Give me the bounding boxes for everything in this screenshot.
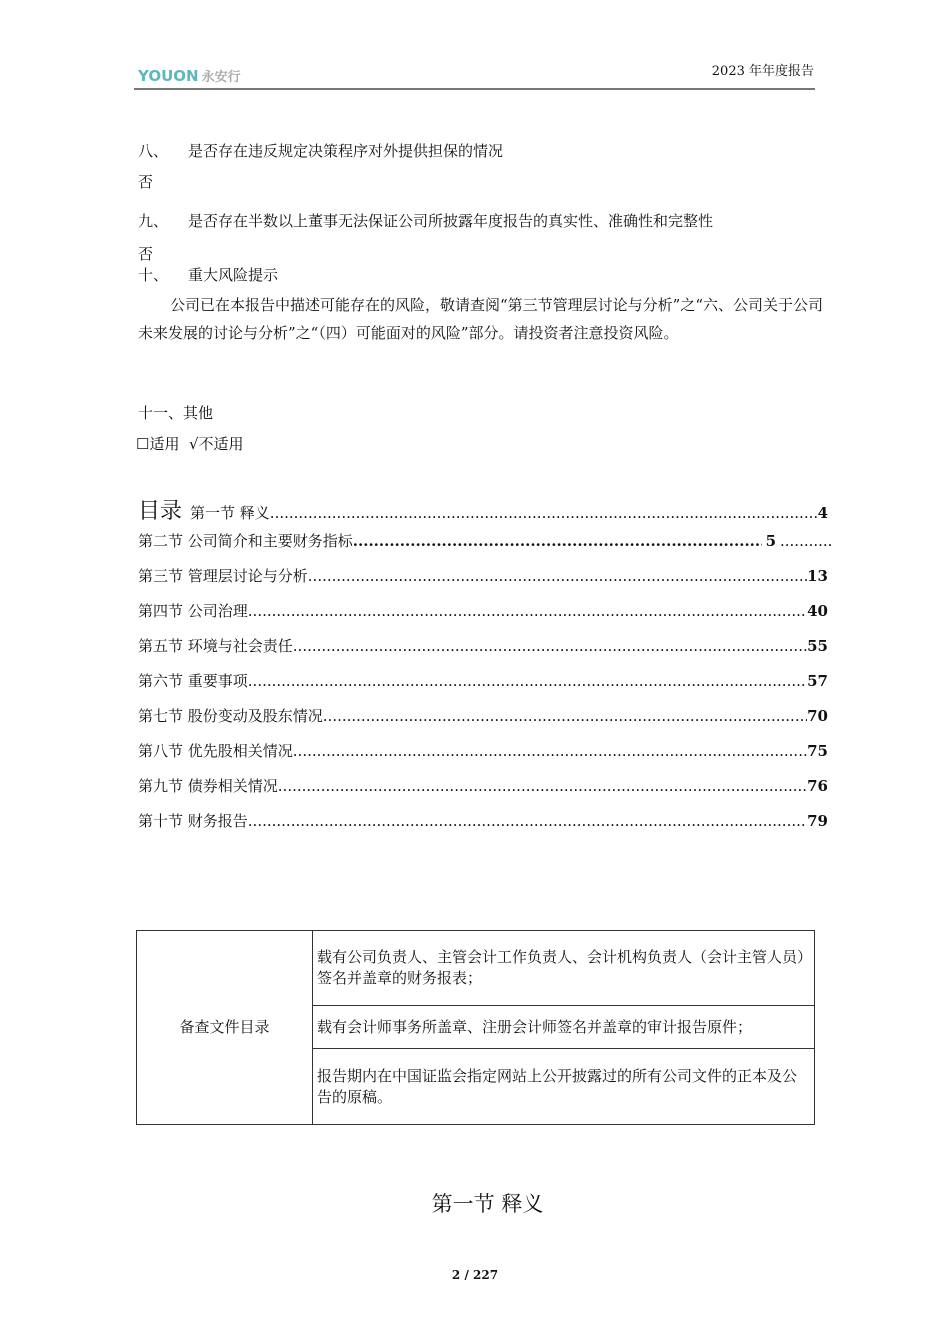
- toc-entry[interactable]: [138, 530, 832, 551]
- toc-entry[interactable]: [138, 775, 828, 796]
- toc-leader: [248, 672, 807, 690]
- toc-label: 第十节 财务报告: [138, 812, 248, 830]
- item-number: 八、: [138, 142, 169, 160]
- item-8: [138, 140, 503, 161]
- toc-leader: [248, 812, 807, 830]
- toc-leader: [293, 637, 807, 655]
- toc-entry[interactable]: [138, 635, 828, 656]
- toc-entry[interactable]: [138, 740, 828, 761]
- toc-entry[interactable]: [138, 494, 828, 525]
- page-number: 2 / 227: [451, 1268, 499, 1282]
- toc-label: 第七节 股份变动及股东情况: [138, 707, 323, 725]
- toc-leader: [308, 567, 807, 585]
- table-cell: 载有公司负责人、主管会计工作负责人、会计机构负责人（会计主管人员）签名并盖章的财务报表；: [313, 931, 815, 1006]
- toc-leader: [270, 504, 818, 522]
- item-text: 是否存在半数以上董事无法保证公司所披露年度报告的真实性、准确性和完整性: [188, 212, 714, 230]
- item-text: 重大风险提示: [188, 266, 279, 284]
- toc-page: 75: [807, 742, 828, 760]
- toc-leader-trail: ...........: [780, 532, 832, 550]
- toc-label: 第一节 释义: [190, 504, 270, 522]
- reference-documents-table: [136, 930, 815, 1125]
- toc-label: 第四节 公司治理: [138, 602, 248, 620]
- item-8-answer: 否: [138, 173, 154, 191]
- toc-entry[interactable]: [138, 565, 828, 586]
- toc-page: 70: [807, 707, 828, 725]
- toc-label: 第九节 债券相关情况: [138, 777, 278, 795]
- toc-leader: [323, 707, 807, 725]
- toc-page: 55: [807, 637, 828, 655]
- item-10: [138, 264, 278, 285]
- toc-label: 第六节 重要事项: [138, 672, 248, 690]
- toc-page: 57: [807, 672, 828, 690]
- toc-title: 目录: [138, 499, 183, 524]
- item-number: 九、: [138, 212, 169, 230]
- item-9-answer: 否: [138, 245, 154, 263]
- toc-page: 13: [807, 567, 828, 585]
- item-number: 十、: [138, 266, 169, 284]
- item-9: [138, 210, 713, 231]
- table-cell: 载有会计师事务所盖章、注册会计师签名并盖章的审计报告原件；: [313, 1006, 815, 1049]
- table-cell: 报告期内在中国证监会指定网站上公开披露过的所有公司文件的正本及公告的原稿。: [313, 1049, 815, 1125]
- risk-paragraph: 公司已在本报告中描述可能存在的风险，敬请查阅“第三节管理层讨论与分析”之“六、公司关于公司未来发展的讨论与分析”之“（四）可能面对的风险”部分。请投资者注意投资风险。: [138, 296, 824, 342]
- logo-text-en: YOUON: [138, 67, 199, 85]
- toc-page: 79: [807, 812, 828, 830]
- toc-label: 第二节 公司简介和主要财务指标: [138, 532, 353, 550]
- toc-entry[interactable]: [138, 705, 828, 726]
- toc-leader: [278, 777, 807, 795]
- toc-page: 5: [765, 532, 776, 550]
- header-divider: [134, 88, 815, 90]
- company-logo: [138, 66, 241, 85]
- applicability-options: [136, 433, 244, 454]
- toc-entry[interactable]: [138, 810, 828, 831]
- toc-leader: [248, 602, 807, 620]
- toc-label: 第三节 管理层讨论与分析: [138, 567, 308, 585]
- toc-label: 第八节 优先股相关情况: [138, 742, 293, 760]
- logo-text-cn: 永安行: [201, 70, 241, 85]
- toc-entry[interactable]: [138, 670, 828, 691]
- report-title: 2023 年年度报告: [711, 64, 814, 79]
- toc-page: 4: [817, 504, 828, 522]
- toc-entry[interactable]: [138, 600, 828, 621]
- option-not-applicable: √不适用: [189, 435, 244, 453]
- toc-leader: [353, 532, 762, 550]
- other-heading: 十一、其他: [138, 404, 214, 422]
- option-applicable: ☐适用: [136, 435, 180, 453]
- section-title: 第一节 释义: [431, 1192, 544, 1216]
- table-label: 备查文件目录: [137, 931, 313, 1125]
- toc-page: 76: [807, 777, 828, 795]
- item-text: 是否存在违反规定决策程序对外提供担保的情况: [188, 142, 504, 160]
- toc-page: 40: [807, 602, 828, 620]
- toc-label: 第五节 环境与社会责任: [138, 637, 293, 655]
- toc-leader: [293, 742, 807, 760]
